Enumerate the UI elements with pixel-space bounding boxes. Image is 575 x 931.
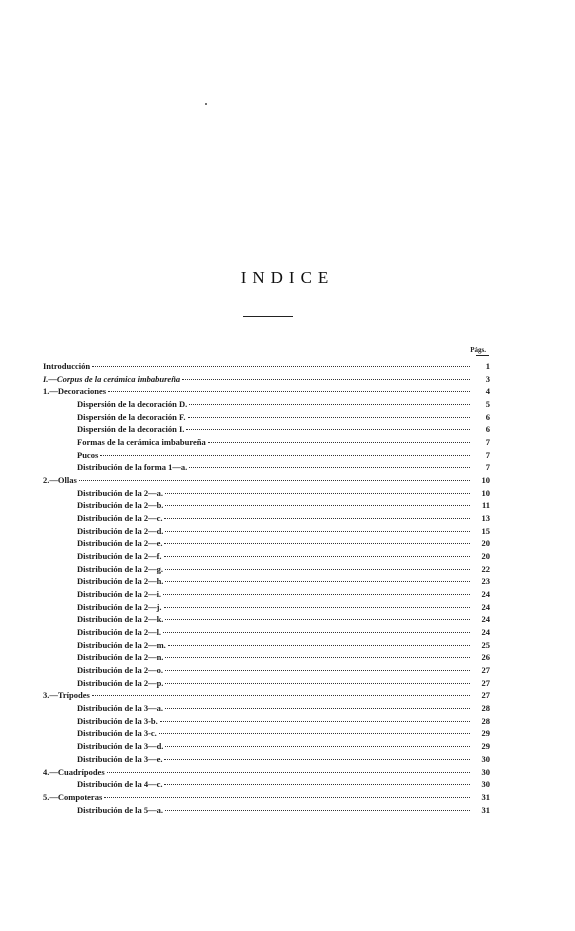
toc-entry-label: Distribución de la 4—c. — [77, 779, 163, 790]
dot-leader — [108, 384, 470, 392]
dot-leader — [164, 777, 470, 785]
dot-leader — [165, 574, 470, 582]
toc-entry-label: I.—Corpus de la cerámica imbabureña — [43, 373, 181, 384]
toc-entry-label: 5.—Compoteras — [43, 791, 103, 802]
pages-column-header: Págs. — [470, 346, 486, 354]
toc-entry-label: Distribución de la 3—a. — [77, 703, 163, 714]
toc-entry-label: Distribución de la 2—o. — [77, 665, 163, 676]
dot-leader — [164, 511, 470, 519]
toc-entry-page: 28 — [481, 703, 490, 714]
dot-leader — [107, 765, 470, 773]
toc-entry-page: 29 — [481, 728, 490, 739]
toc-entry-page: 20 — [481, 538, 490, 549]
toc-entry-page: 7 — [485, 462, 490, 473]
toc-entry-page: 31 — [481, 804, 490, 815]
toc-entry-page: 7 — [485, 449, 490, 460]
toc-entry-label: Distribución de la 2—l. — [77, 627, 162, 638]
title-rule — [243, 316, 293, 317]
dot-leader — [163, 625, 470, 633]
toc-entry-label: 1.—Decoraciones — [43, 386, 107, 397]
toc-entry-page: 27 — [481, 690, 490, 701]
toc-entry-label: Dispersión de la decoración D. — [77, 399, 188, 410]
toc-entry-label: Distribución de la 3—e. — [77, 753, 163, 764]
dot-leader — [160, 714, 470, 722]
dot-leader — [165, 612, 470, 620]
toc-entry-page: 7 — [485, 437, 490, 448]
table-of-contents — [43, 360, 490, 816]
toc-entry-page: 28 — [481, 715, 490, 726]
toc-entry-label: Distribución de la forma 1—a. — [77, 462, 188, 473]
toc-entry-page: 15 — [481, 525, 490, 536]
toc-entry-label: Distribución de la 5—a. — [77, 804, 163, 815]
dot-leader — [165, 803, 470, 811]
dot-leader — [189, 460, 470, 468]
toc-entry-label: Dispersión de la decoración I. — [77, 424, 185, 435]
toc-entry-page: 27 — [481, 677, 490, 688]
toc-entry-page: 10 — [481, 487, 490, 498]
dot-leader — [164, 549, 470, 557]
toc-entry-page: 22 — [481, 563, 490, 574]
dot-leader — [92, 359, 470, 367]
dot-leader — [165, 650, 470, 658]
dot-leader — [165, 676, 470, 684]
toc-entry-label: Distribución de la 2—e. — [77, 538, 163, 549]
toc-entry-page: 1 — [485, 361, 490, 371]
toc-entry-page: 31 — [481, 791, 490, 802]
toc-entry-label: Dispersión de la decoración F. — [77, 411, 186, 422]
toc-entry-page: 13 — [481, 513, 490, 524]
dot-leader — [186, 422, 470, 430]
toc-entry-page: 20 — [481, 551, 490, 562]
toc-entry-page: 6 — [485, 424, 490, 435]
dot-leader — [165, 498, 470, 506]
toc-entry-page: 24 — [481, 627, 490, 638]
toc-entry-page: 3 — [485, 373, 490, 384]
toc-entry-label: Distribución de la 2—n. — [77, 652, 164, 663]
toc-entry-label: Distribución de la 2—c. — [77, 513, 163, 524]
dot-leader — [164, 752, 470, 760]
dot-leader — [92, 688, 470, 696]
toc-entry-label: Distribución de la 2—a. — [77, 487, 163, 498]
toc-entry-label: Distribución de la 2—p. — [77, 677, 164, 688]
toc-entry-label: Distribución de la 3-b. — [77, 715, 158, 726]
toc-entry-page: 10 — [481, 475, 490, 486]
toc-entry-page: 30 — [481, 779, 490, 790]
toc-entry-label: 4.—Cuadrípodes — [43, 766, 105, 777]
dot-leader — [208, 435, 470, 443]
dot-leader — [104, 790, 470, 798]
dot-leader — [165, 524, 470, 532]
dot-leader — [100, 448, 470, 456]
toc-entry-label: Distribución de la 2—k. — [77, 614, 164, 625]
dot-leader — [188, 410, 470, 418]
dot-leader — [165, 701, 470, 709]
toc-entry-page: 24 — [481, 614, 490, 625]
toc-entry-page: 30 — [481, 766, 490, 777]
print-speck — [205, 103, 207, 105]
toc-entry-page: 5 — [485, 399, 490, 410]
toc-entry-label: Introducción — [43, 361, 91, 371]
dot-leader — [165, 562, 470, 570]
toc-entry-page: 30 — [481, 753, 490, 764]
toc-entry-label: 3.—Trípodes — [43, 690, 90, 701]
dot-leader — [163, 587, 470, 595]
toc-entry-label: Distribución de la 3—d. — [77, 741, 164, 752]
toc-entry-label: Pucos — [77, 449, 99, 460]
dot-leader — [164, 600, 470, 608]
toc-entry-label: Distribución de la 2—b. — [77, 500, 164, 511]
toc-entry — [43, 804, 490, 817]
toc-entry-label: Distribución de la 2—j. — [77, 601, 162, 612]
index-title: INDICE — [240, 268, 335, 287]
toc-entry-label: Distribución de la 2—d. — [77, 525, 164, 536]
dot-leader — [165, 739, 470, 747]
toc-entry-label: 2.—Ollas — [43, 475, 77, 486]
toc-entry-page: 23 — [481, 576, 490, 587]
toc-entry-label: Distribución de la 2—f. — [77, 551, 162, 562]
dot-leader — [165, 663, 470, 671]
toc-entry-page: 26 — [481, 652, 490, 663]
toc-entry-label: Distribución de la 2—g. — [77, 563, 163, 574]
toc-entry-page: 29 — [481, 741, 490, 752]
toc-entry-page: 27 — [481, 665, 490, 676]
dot-leader — [165, 486, 470, 494]
toc-entry-page: 25 — [481, 639, 490, 650]
toc-entry-page: 11 — [481, 500, 490, 511]
dot-leader — [79, 473, 470, 481]
dot-leader — [182, 372, 470, 380]
toc-entry-page: 24 — [481, 589, 490, 600]
toc-entry-page: 6 — [485, 411, 490, 422]
toc-entry-label: Distribución de la 3-c. — [77, 728, 157, 739]
pages-header-rule — [476, 355, 489, 356]
dot-leader — [168, 638, 470, 646]
toc-entry-label: Distribución de la 2—i. — [77, 589, 162, 600]
toc-entry-page: 4 — [485, 386, 490, 397]
dot-leader — [159, 726, 470, 734]
toc-entry-label: Formas de la cerámica imbabureña — [77, 437, 206, 448]
toc-entry-label: Distribución de la 2—h. — [77, 576, 164, 587]
toc-entry-page: 24 — [481, 601, 490, 612]
dot-leader — [189, 397, 470, 405]
dot-leader — [164, 536, 470, 544]
toc-entry-label: Distribución de la 2—m. — [77, 639, 166, 650]
